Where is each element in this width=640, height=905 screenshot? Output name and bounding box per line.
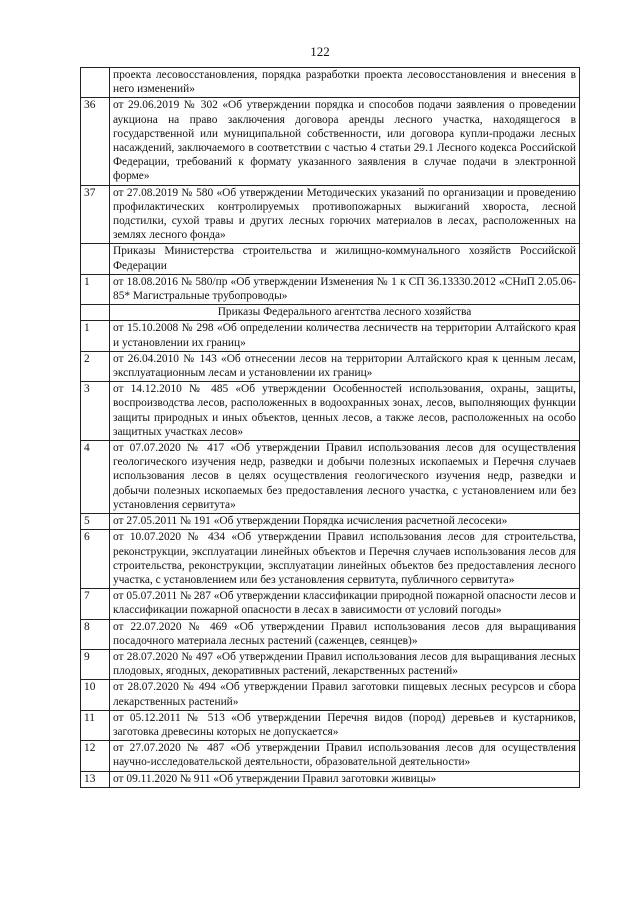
row-number: 13 bbox=[81, 771, 110, 787]
page-number: 122 bbox=[310, 44, 330, 59]
row-number: 1 bbox=[81, 274, 110, 304]
row-number: 9 bbox=[81, 649, 110, 679]
row-text: от 05.12.2011 № 513 «Об утверждении Перечня видов (пород) деревьев и кустарников, заготовка древесины которых не допускается» bbox=[110, 710, 580, 740]
table-row bbox=[81, 351, 580, 381]
row-number: 2 bbox=[81, 351, 110, 381]
section-header-row bbox=[81, 305, 580, 321]
table-row bbox=[81, 530, 580, 589]
row-text: от 18.08.2016 № 580/пр «Об утверждении Изменения № 1 к СП 36.13330.2012 «СНиП 2.05.06-85* Магистральные трубопроводы» bbox=[110, 274, 580, 304]
table-row bbox=[81, 649, 580, 679]
table-row bbox=[81, 514, 580, 530]
row-text: от 26.04.2010 № 143 «Об отнесении лесов на территории Алтайского края к ценным лесам, эксплуатационным лесам и установлении их границ» bbox=[110, 351, 580, 381]
row-number: 10 bbox=[81, 680, 110, 710]
row-text: от 27.07.2020 № 487 «Об утверждении Правил использования лесов для осуществления научно-исследовательской деятельности, образовательной деятельности» bbox=[110, 741, 580, 771]
row-number: 37 bbox=[81, 185, 110, 244]
table-row bbox=[81, 382, 580, 441]
table-row bbox=[81, 441, 580, 514]
row-number bbox=[81, 68, 110, 98]
section-header-row bbox=[81, 244, 580, 274]
row-text: от 28.07.2020 № 497 «Об утверждении Правил использования лесов для выращивания лесных плодовых, ягодных, декоративных растений, лекарственных растений» bbox=[110, 649, 580, 679]
table-row bbox=[81, 741, 580, 771]
row-number: 7 bbox=[81, 589, 110, 619]
table-row bbox=[81, 680, 580, 710]
row-text: от 28.07.2020 № 494 «Об утверждении Правил заготовки пищевых лесных ресурсов и сбора лекарственных растений» bbox=[110, 680, 580, 710]
table-row bbox=[81, 771, 580, 787]
section-title: Приказы Федерального агентства лесного хозяйства bbox=[110, 305, 580, 321]
section-title: Приказы Министерства строительства и жилищно-коммунального хозяйств Российской Федерации bbox=[110, 244, 580, 274]
row-number: 3 bbox=[81, 382, 110, 441]
row-number bbox=[81, 305, 110, 321]
table-row bbox=[81, 710, 580, 740]
table-row bbox=[81, 274, 580, 304]
row-text: от 09.11.2020 № 911 «Об утверждении Правил заготовки живицы» bbox=[110, 771, 580, 787]
row-number: 12 bbox=[81, 741, 110, 771]
row-text: от 05.07.2011 № 287 «Об утверждении классификации природной пожарной опасности лесов и классификации пожарной опасности в лесах в зависимости от условий погоды» bbox=[110, 589, 580, 619]
table-row bbox=[81, 321, 580, 351]
table-row bbox=[81, 68, 580, 98]
row-text: от 07.07.2020 № 417 «Об утверждении Правил использования лесов для осуществления геологического изучения недр, разведки и добычи полезных ископаемых и Перечня случаев использования лесов в целях осуществления геологического изучения недр, разведки и добычи полезных ископаемых без предоставления лесного участка, с установлением или без установления сервитута» bbox=[110, 441, 580, 514]
document-table bbox=[80, 67, 580, 788]
row-text: от 22.07.2020 № 469 «Об утверждении Правил использования лесов для выращивания посадочного материала лесных растений (саженцев, сеянцев)» bbox=[110, 619, 580, 649]
row-number: 8 bbox=[81, 619, 110, 649]
row-text: от 29.06.2019 № 302 «Об утверждении порядка и способов подачи заявления о проведении аукциона на право заключения договора аренды лесного участка, находящегося в государственной или муниципальной собственности, или договора купли-продажи лесных насаждений, заключаемого в соответствии с частью 4 статьи 29.1 Лесного кодекса Российской Федерации, требований к формату указанного заявления в случае подачи в электронной форме» bbox=[110, 98, 580, 185]
table-row bbox=[81, 619, 580, 649]
row-number bbox=[81, 244, 110, 274]
row-number: 5 bbox=[81, 514, 110, 530]
table-row bbox=[81, 98, 580, 185]
row-text: проекта лесовосстановления, порядка разработки проекта лесовосстановления и внесения в него изменений» bbox=[110, 68, 580, 98]
table-row bbox=[81, 185, 580, 244]
row-number: 36 bbox=[81, 98, 110, 185]
row-text: от 10.07.2020 № 434 «Об утверждении Правил использования лесов для строительства, реконструкции, эксплуатации линейных объектов и Перечня случаев использования лесов для строительства, реконструкции, эксплуатации линейных объектов без предоставления лесного участка, с установлением или без установления сервитута, публичного сервитута» bbox=[110, 530, 580, 589]
row-text: от 14.12.2010 № 485 «Об утверждении Особенностей использования, охраны, защиты, воспроизводства лесов, расположенных в водоохранных зонах, лесов, выполняющих функции защиты природных и иных объектов, ценных лесов, а также лесов, расположенных на особо защитных участках лесов» bbox=[110, 382, 580, 441]
row-number: 6 bbox=[81, 530, 110, 589]
row-text: от 15.10.2008 № 298 «Об определении количества лесничеств на территории Алтайского края и установлении их границ» bbox=[110, 321, 580, 351]
row-number: 4 bbox=[81, 441, 110, 514]
row-number: 11 bbox=[81, 710, 110, 740]
row-text: от 27.05.2011 № 191 «Об утверждении Порядка исчисления расчетной лесосеки» bbox=[110, 514, 580, 530]
table-row bbox=[81, 589, 580, 619]
row-number: 1 bbox=[81, 321, 110, 351]
row-text: от 27.08.2019 № 580 «Об утверждении Методических указаний по организации и проведению профилактических контролируемых противопожарных выжиганий хвороста, лесной подстилки, сухой травы и других лесных горючих материалов в лесах, расположенных на землях лесного фонда» bbox=[110, 185, 580, 244]
